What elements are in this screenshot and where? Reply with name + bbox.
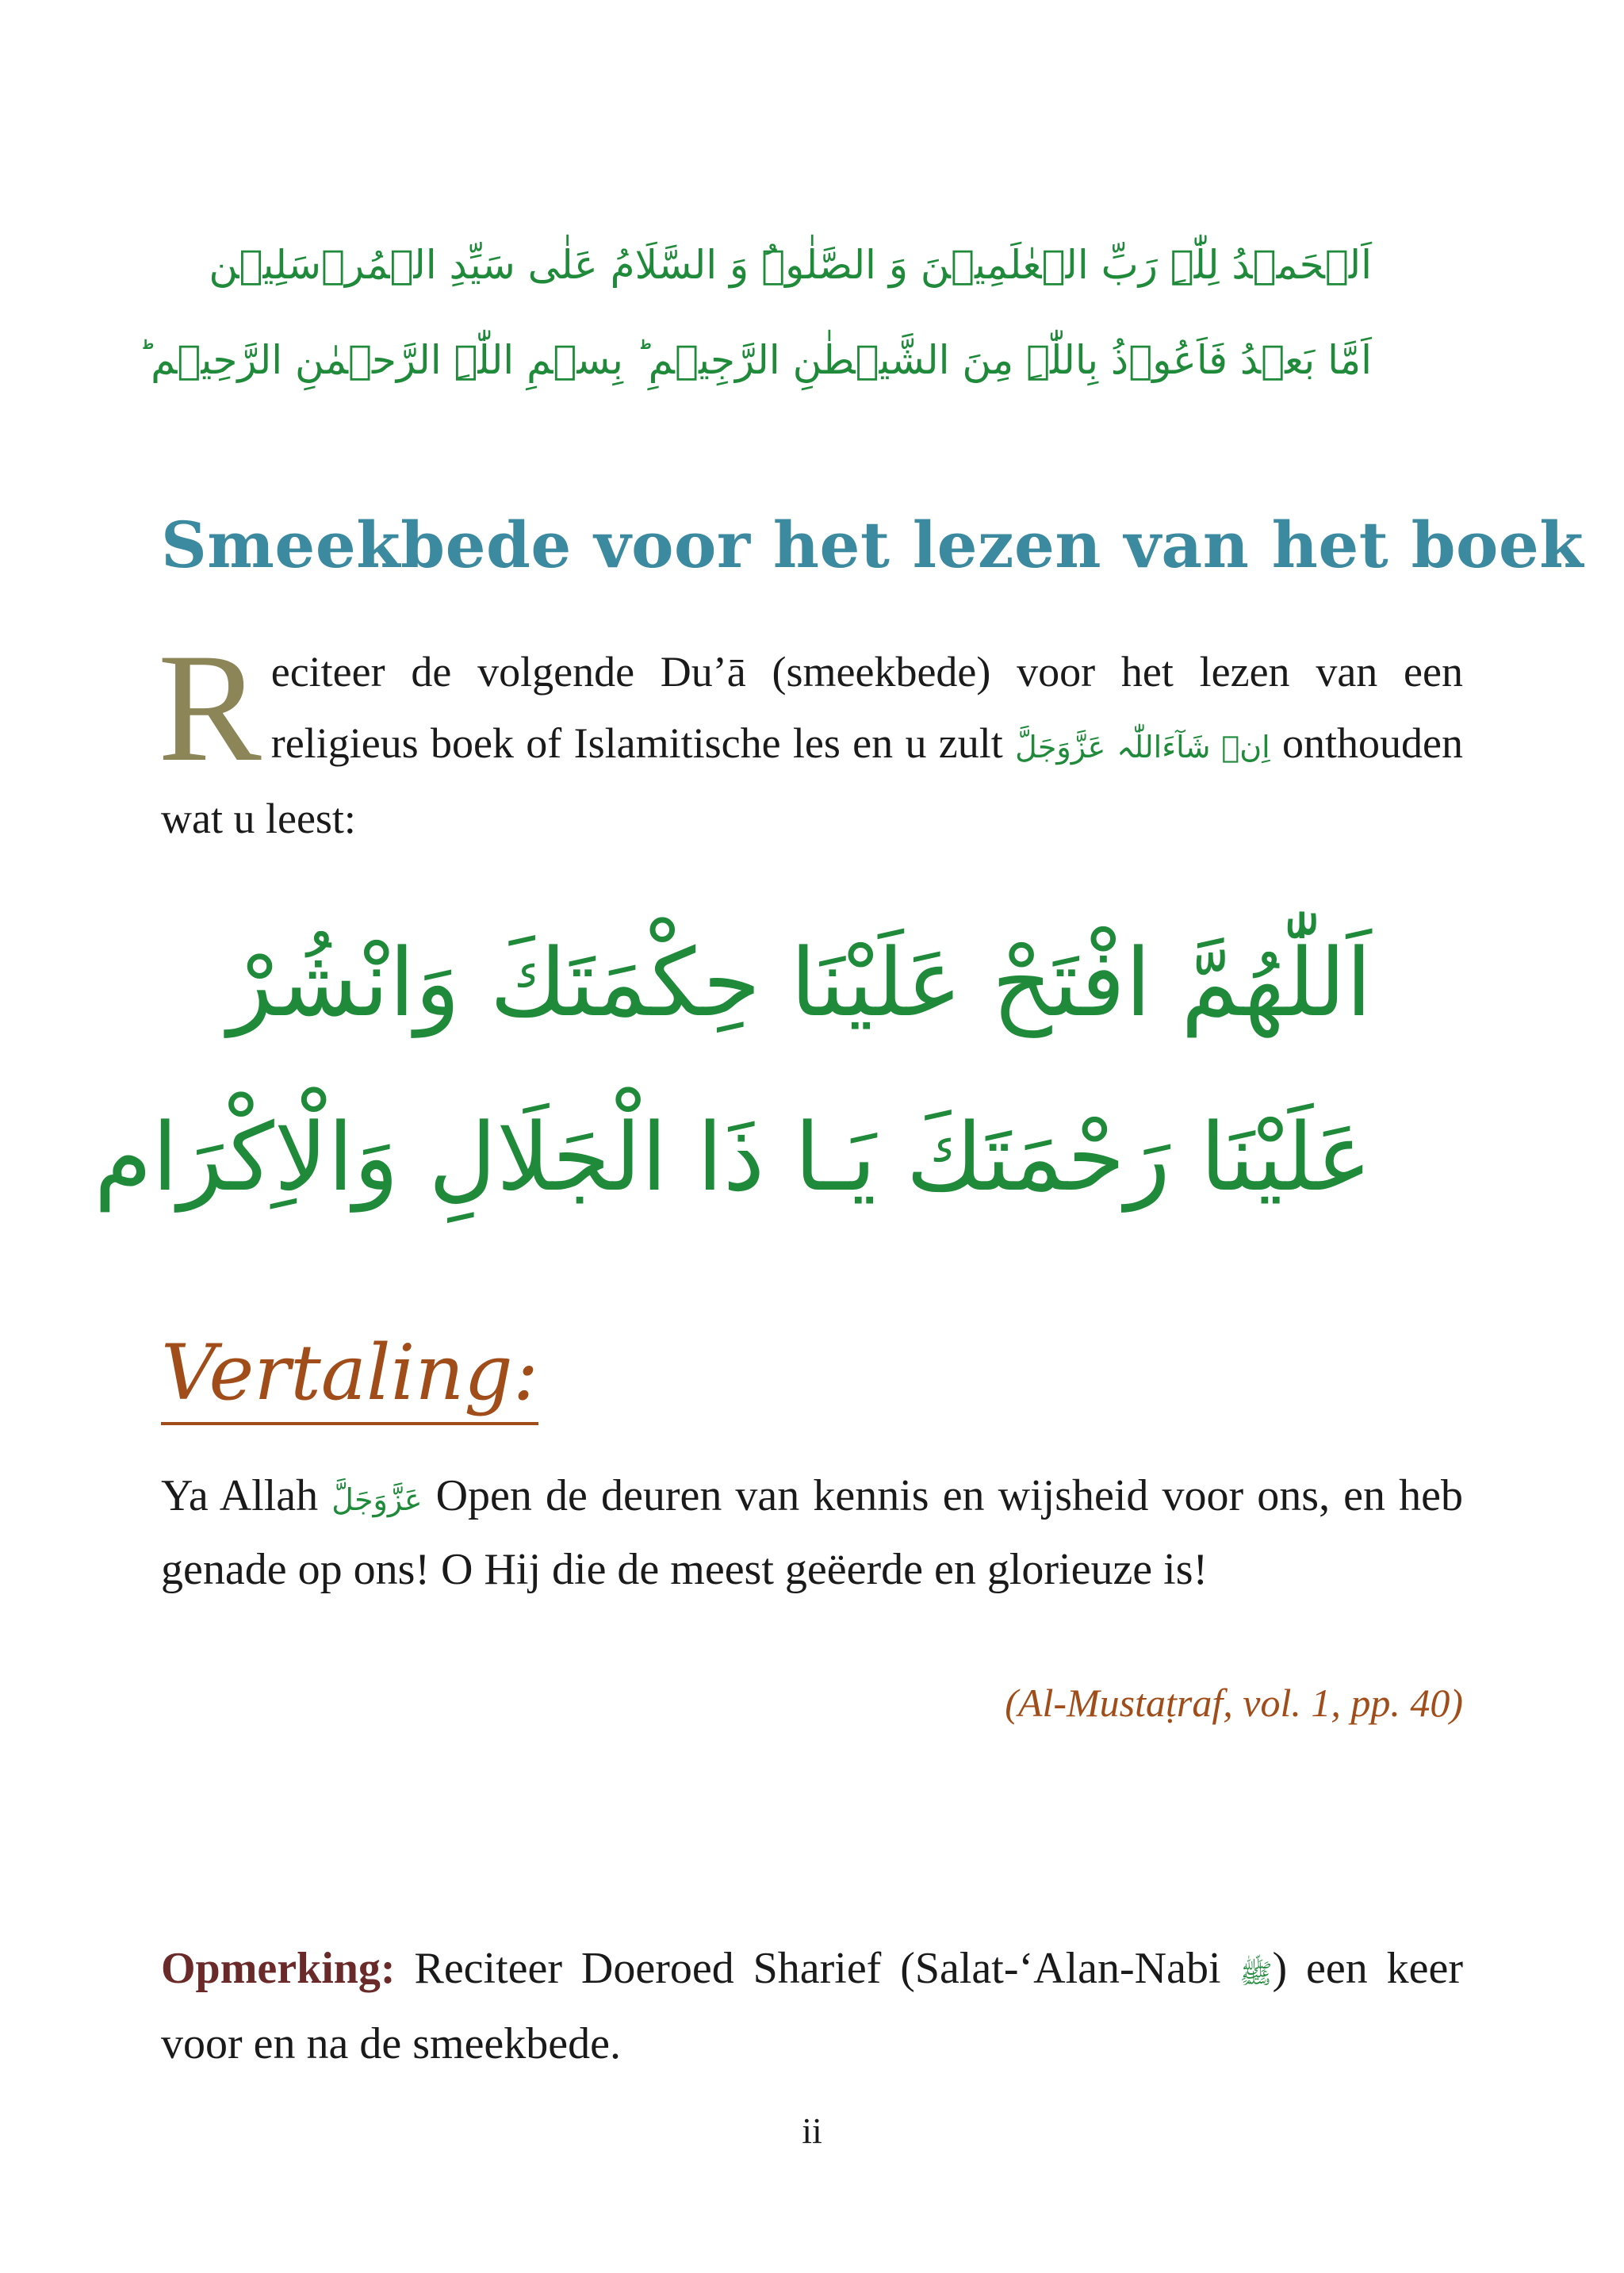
bismillah-line: اَمَّا بَعۡدُ فَاَعُوۡذُ بِاللّٰہِ مِنَ الشَّیۡطٰنِ الرَّجِیۡمِ ؕ بِسۡمِ اللّٰہِ الرَّحۡمٰنِ الرَّحِیۡم ؕ xyxy=(138,337,1372,383)
intro-paragraph xyxy=(158,622,1464,854)
page-title: Smeekbede voor het lezen van het boek xyxy=(161,508,1584,582)
salutation-icon: ﷺ xyxy=(1239,1958,1273,1990)
azza-wa-jal-arabic: عَزَّوَجَلَّ xyxy=(331,1482,423,1517)
note-label: Opmerking: xyxy=(161,1944,396,1993)
translation-heading: Vertaling: xyxy=(161,1328,538,1425)
source-reference: (Al-Mustaṭraf, vol. 1, pp. 40) xyxy=(1005,1681,1463,1725)
insha-allah-arabic: اِنۡ شَآءَاللّٰہ عَزَّوَجَلَّ xyxy=(1015,730,1270,765)
dua-line-2: عَلَيْنَا رَحْمَتَكَ يَـا ذَا الْجَلَالِ وَالْاِكْرَام xyxy=(94,1102,1372,1212)
note-text-before: Reciteer Doeroed Sharief (Salat-‘Alan-Nabi xyxy=(414,1944,1221,1993)
note-paragraph xyxy=(161,1934,1463,2079)
intro-text-after: onthouden wat u leest: xyxy=(161,719,1464,842)
translation-before: Ya Allah xyxy=(161,1471,319,1520)
intro-text-before: eciteer de volgende Du’ā (smeekbede) voor het lezen van een religieus boek of Islamitische les en u zult xyxy=(270,648,1463,767)
note-text-after: ) een keer voor en na de smeekbede. xyxy=(161,1944,1464,2068)
opening-praise-line: اَلۡحَمۡدُ لِلّٰہِ رَبِّ الۡعٰلَمِیۡنَ وَ الصَّلٰوۃُ وَ السَّلَامُ عَلٰی سَیِّدِ الۡمُرۡسَلِیۡن xyxy=(209,242,1372,288)
translation-after: Open de deuren van kennis en wijsheid voor ons, en heb genade op ons! O Hij die de meest geëerde en glorieuze is! xyxy=(161,1471,1464,1594)
page-number: ii xyxy=(802,2110,822,2151)
dua-line-1: اَللّٰهُمَّ افْتَحْ عَلَيْنَا حِكْمَتَكَ وَانْشُرْ xyxy=(228,928,1372,1037)
translation-paragraph xyxy=(161,1461,1463,1604)
drop-cap: R xyxy=(158,622,262,794)
